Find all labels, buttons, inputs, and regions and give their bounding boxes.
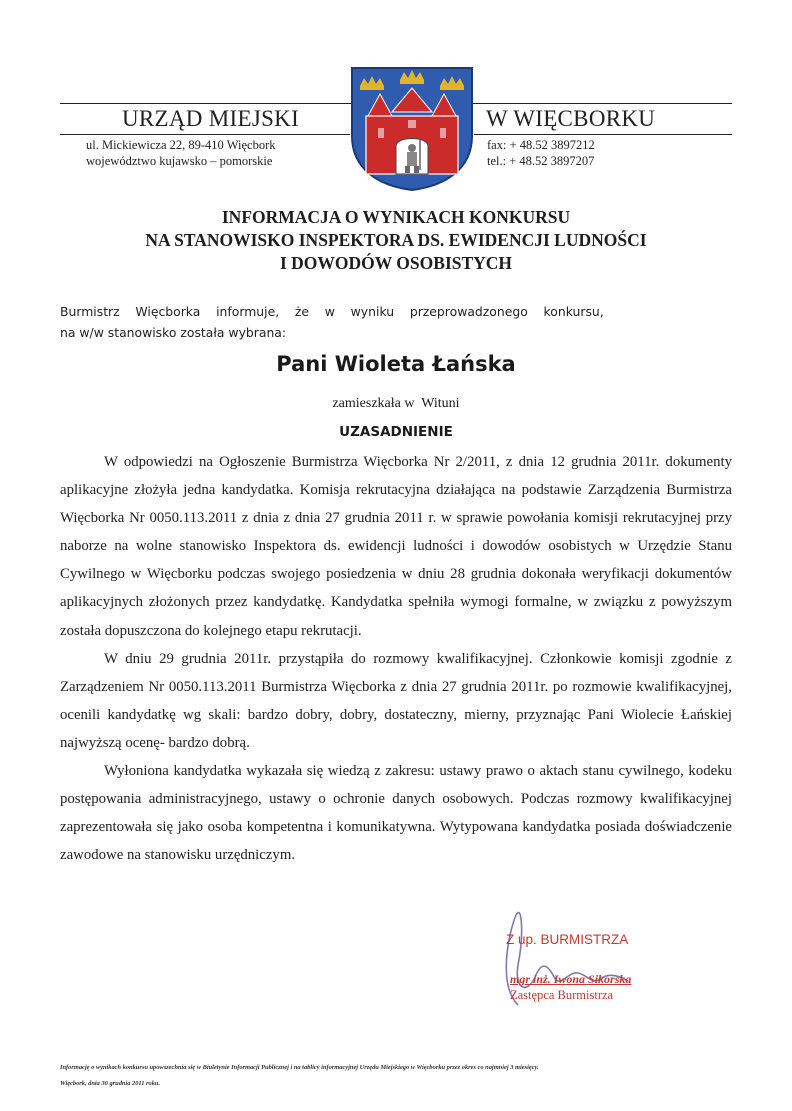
paragraph-3: Wyłoniona kandydatka wykazała się wiedzą z zakresu: ustawy prawo o aktach stanu cywilnego, kodeku postępowania administracyjnego, ustawy o ochronie danych osobowych. Podczas rozmowy kwalifikacyjnej zaprezentowała się jako osoba kompetentna i komunikatywna. Wytypowana kandydatka posiada doświadczenie zawodowe na stanowisku urzędniczym. xyxy=(60,763,732,864)
selected-candidate-name: Pani Wioleta Łańska xyxy=(276,352,516,376)
paragraph-1: W odpowiedzi na Ogłoszenie Burmistrza Więcborka Nr 2/2011, z dnia 12 grudnia 2011r. dokumenty aplikacyjne złożyła jedna kandydatka. Komisja rekrutacyjna działająca na podstawie Zarządzenia Burmistrza Więcborka Nr 0050.113.2011 z dnia z dnia 27 grudnia 2011 r. w sprawie powołania komisji rekrutacyjnej przy naborze na wolne stanowisko Inspektora ds. ewidencji ludności i dowodów osobistych w Urzędzie Stanu Cywilnego w Więcborku podczas swojego posiedzenia w dniu 28 grudnia dokonała weryfikacji dokumentów aplikacyjnych złożonych przez kandydatkę. Kandydatka spełniła wymogi formalne, w związku z powyższym została dopuszczona do kolejnego etapu rekrutacji. xyxy=(60,454,732,639)
office-name-left: URZĄD MIEJSKI xyxy=(122,106,300,131)
header-rule-right xyxy=(474,134,732,135)
header-rule-left xyxy=(60,134,350,135)
footer-date: Więcbork, dnia 30 grudnia 2011 roku. xyxy=(60,1080,161,1087)
address-line-2: województwo kujawsko – pomorskie xyxy=(86,154,273,168)
footer-notice xyxy=(60,1062,732,1089)
candidate-residence: zamieszkała w Wituni xyxy=(332,396,460,411)
fax-number: fax: + 48.52 3897212 xyxy=(487,138,595,152)
coat-of-arms-icon xyxy=(350,66,474,192)
title-line-2: NA STANOWISKO INSPEKTORA DS. EWIDENCJI LUDNOŚCI xyxy=(145,230,647,250)
footer-line-1: Informację o wynikach konkursu upowszechnia się w Biuletynie Informacji Publicznej i na tablicy informacyjnej Urzędu Miejskiego w Więcborku przez okres co najmniej 3 miesięcy. xyxy=(60,1064,539,1071)
lead-line-2: na w/w stanowisko została wybrana: xyxy=(60,325,287,340)
justification-body xyxy=(60,448,732,869)
document-title xyxy=(60,206,732,275)
paragraph-2: W dniu 29 grudnia 2011r. przystąpiła do rozmowy kwalifikacyjnej. Członkowie komisji zgodnie z Zarządzeniem Nr 0050.113.2011 Burmistrza Więcborka z dnia 27 grudnia 2011r. po rozmowie kwalifikacyjnej, ocenili kandydatkę wg skali: bardzo dobry, dobry, dostateczny, mierny, przyznając Pani Wiolecie Łańskiej najwyższą ocenę- bardzo dobrą. xyxy=(60,650,732,751)
address-line-1: ul. Mickiewicza 22, 89-410 Więcbork xyxy=(86,138,276,152)
signature-signer: mgr inż. Iwona Sikorska xyxy=(510,972,632,986)
justification-heading: UZASADNIENIE xyxy=(339,424,453,440)
signature-role: Z up. BURMISTRZA xyxy=(506,932,629,947)
signature-position: Zastępca Burmistrza xyxy=(510,988,614,1002)
title-line-3: I DOWODÓW OSOBISTYCH xyxy=(279,253,513,273)
lead-line-1: Burmistrz Więcborka informuje, że w wyniku przeprowadzonego konkursu, xyxy=(60,304,604,319)
title-line-1: INFORMACJA O WYNIKACH KONKURSU xyxy=(221,207,571,227)
office-name-right: W WIĘCBORKU xyxy=(486,106,656,131)
tel-number: tel.: + 48.52 3897207 xyxy=(487,154,595,168)
